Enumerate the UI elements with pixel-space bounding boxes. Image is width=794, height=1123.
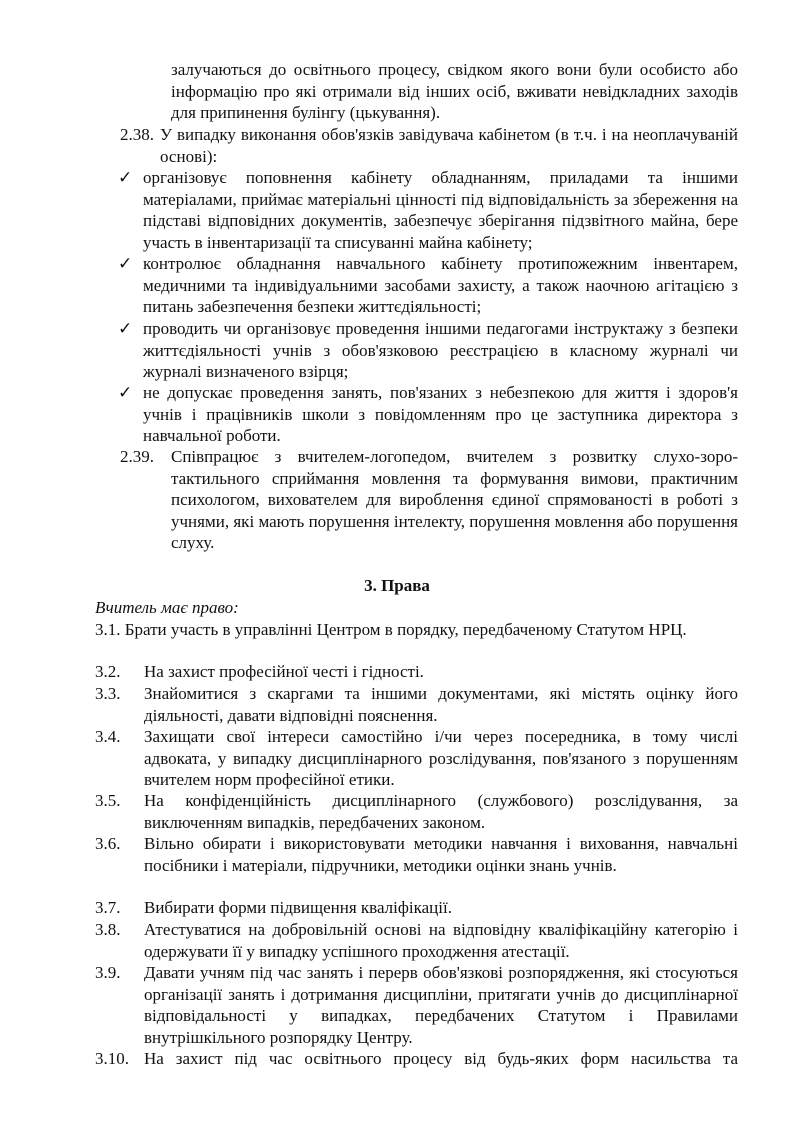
checklist-text: контролює обладнання навчального кабінету протипожежним інвентарем, медичними та індивідуальними засобами захисту, а також наочною агітацією з питань забезпечення безпеки життєдіяльності; xyxy=(143,254,738,316)
item-2-38 xyxy=(120,124,738,167)
item-text: Вибирати форми підвищення кваліфікації. xyxy=(144,898,452,917)
item-number: 3.7. xyxy=(95,898,121,917)
item-text: Знайомитися з скаргами та іншими документами, які містять оцінку його діяльності, давати відповідні пояснення. xyxy=(144,684,738,725)
right-item xyxy=(95,897,738,919)
section-title: 3. Права xyxy=(364,576,430,595)
checklist-item xyxy=(118,382,738,447)
item-2-39 xyxy=(120,446,738,554)
item-text: На захист під час освітнього процесу від будь-яких форм насильства та xyxy=(144,1049,738,1068)
right-item xyxy=(95,962,738,1048)
item-number: 3.8. xyxy=(95,920,121,939)
checkmark-icon: ✓ xyxy=(118,383,133,402)
item-number: 2.38. xyxy=(120,125,154,144)
item-number: 3.5. xyxy=(95,791,121,810)
item-text: Давати учням під час занять і перерв обов'язкові розпорядження, які стосуються організації занять і дотримання дисципліни, притягати учнів до дисциплінарної відповідальності у випадках, передбачених Статутом і Правилами внутрішкільного розпорядку Центру. xyxy=(144,963,738,1047)
item-number: 3.1. xyxy=(95,620,121,639)
checklist-item xyxy=(118,167,738,253)
item-text: Співпрацює з вчителем-логопедом, вчителем з розвитку слухо-зоро-тактильного сприймання мовлення та формування вимови, практичним психологом, вихователем для вироблення єдиної спрямованості в роботі з учнями, які мають порушення інтелекту, порушення мовлення або порушення слуху. xyxy=(171,447,738,552)
checklist-item xyxy=(118,318,738,383)
item-text: У випадку виконання обов'язків завідувача кабінетом (в т.ч. і на неоплачуваній основі): xyxy=(160,125,738,166)
item-text: Атестуватися на добровільній основі на відповідну кваліфікаційну категорію і одержувати її у випадку успішного проходження атестації. xyxy=(144,920,738,961)
right-item xyxy=(95,726,738,791)
item-text: На захист професійної честі і гідності. xyxy=(144,662,424,681)
continuation-paragraph: залучаються до освітнього процесу, свідком якого вони були особисто або інформацію про які отримали від інших осіб, вживати невідкладних заходів для припинення булінгу (цькування). xyxy=(171,60,738,122)
checkmark-icon: ✓ xyxy=(118,168,133,187)
right-item xyxy=(95,919,738,962)
item-number: 3.3. xyxy=(95,684,121,703)
item-number: 2.39. xyxy=(120,447,154,466)
item-number: 3.4. xyxy=(95,727,121,746)
item-number: 3.10. xyxy=(95,1049,129,1068)
right-item xyxy=(95,833,738,876)
checklist-item xyxy=(118,253,738,318)
checklist-text: проводить чи організовує проведення іншими педагогами інструктажу з безпеки життєдіяльності учнів з обов'язковою реєстрацією в класному журналі чи журналі визначеного взірця; xyxy=(143,319,738,381)
item-number: 3.6. xyxy=(95,834,121,853)
section-intro: Вчитель має право: xyxy=(95,598,239,617)
item-text: Вільно обирати і використовувати методики навчання і виховання, навчальні посібники і матеріали, підручники, методики оцінки знань учнів. xyxy=(144,834,738,875)
right-item xyxy=(95,619,738,641)
checklist-text: не допускає проведення занять, пов'язаних з небезпекою для життя і здоров'я учнів і працівників школи з повідомленням про це заступника директора з навчальної роботи. xyxy=(143,383,738,445)
checklist-text: організовує поповнення кабінету обладнанням, приладами та іншими матеріалами, приймає матеріальні цінності під відповідальність за збереження на підставі відповідних документів, забезпечує зберігання підзвітного майна, бере участь в інвентаризації та списуванні майна кабінету; xyxy=(143,168,738,252)
right-item xyxy=(95,661,738,683)
item-number: 3.9. xyxy=(95,963,121,982)
checkmark-icon: ✓ xyxy=(118,319,133,338)
right-item xyxy=(95,790,738,833)
checkmark-icon: ✓ xyxy=(118,254,133,273)
item-text: Захищати свої інтереси самостійно і/чи через посередника, в тому числі адвоката, у випадку дисциплінарного розслідування, пов'язаного з порушенням вчителем норм професійної етики. xyxy=(144,727,738,789)
right-item xyxy=(95,683,738,726)
item-text: На конфіденційність дисциплінарного (службового) розслідування, за виключенням випадків, передбачених законом. xyxy=(144,791,738,832)
item-text: Брати участь в управлінні Центром в порядку, передбаченому Статутом НРЦ. xyxy=(124,620,687,639)
right-item xyxy=(95,1048,738,1070)
item-number: 3.2. xyxy=(95,662,121,681)
